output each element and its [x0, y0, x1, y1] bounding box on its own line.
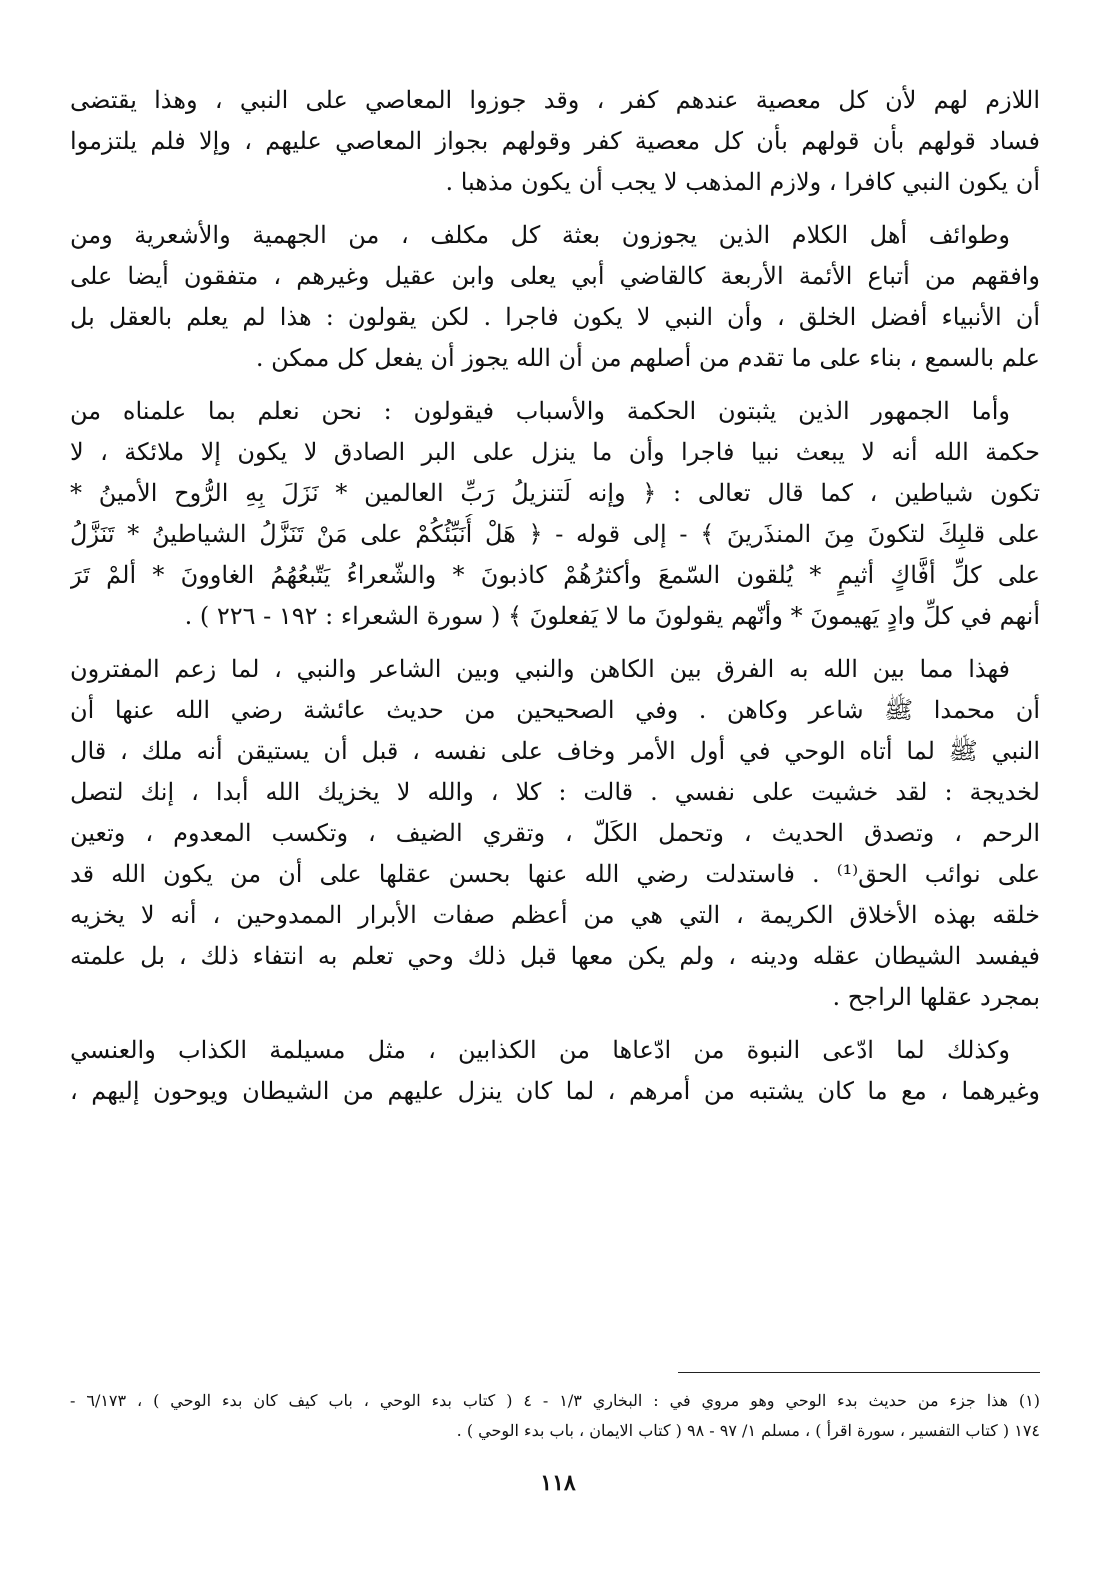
text-line: وأما الجمهور الذين يثبتون الحكمة والأسباب فيقولون : نحن نعلم بما علمناه من	[70, 397, 1010, 425]
text-line: الرحم ، وتصدق الحديث ، وتحمل الكَلّ ، وتقري الضيف ، وتكسب المعدوم ، وتعين	[70, 819, 1040, 847]
text-line: حكمة الله أنه لا يبعث نبيا فاجرا وأن ما ينزل على البر الصادق لا يكون إلا ملائكة ، لا	[70, 438, 1040, 466]
main-text	[70, 80, 1040, 1124]
quran-line: تكون شياطين ، كما قال تعالى : ﴿ وإنه لَتنزيلُ رَبِّ العالمين * نَزَلَ بِهِ الرُّوح الأمينُ *	[70, 479, 1040, 507]
text-line: أن محمدا ﷺ شاعر وكاهن . وفي الصحيحين من حديث عائشة رضي الله عنها أن	[70, 696, 1040, 724]
footnote-line: ١٧٤ ( كتاب التفسير ، سورة اقرأ ) ، مسلم ١/ ٩٧ - ٩٨ ( كتاب الايمان ، باب بدء الوحي ) .	[456, 1421, 1040, 1440]
paragraph-3	[70, 391, 1040, 637]
footnote-divider	[678, 1372, 1040, 1373]
quran-line: على كلِّ أفَّاكٍ أثيمٍ * يُلقون السّمعَ وأكثرُهُمْ كاذبونَ * والشّعراءُ يَتّبعُهُمُ الغاوونَ * ألمْ تَرَ	[70, 561, 1040, 589]
paragraph-4	[70, 649, 1040, 1018]
text-line: فهذا مما بين الله به الفرق بين الكاهن والنبي وبين الشاعر والنبي ، لما زعم المفترون	[70, 655, 1010, 683]
text-line: وغيرهما ، مع ما كان يشتبه من أمرهم ، لما كان ينزل عليهم من الشيطان ويوحون إليهم ،	[70, 1077, 1040, 1105]
paragraph-5	[70, 1030, 1040, 1112]
paragraph-2	[70, 215, 1040, 379]
text-line: وافقهم من أتباع الأئمة الأربعة كالقاضي أبي يعلى وابن عقيل وغيرهم ، متفقون أيضا على	[70, 262, 1040, 290]
text-line: وطوائف أهل الكلام الذين يجوزون بعثة كل مكلف ، من الجهمية والأشعرية ومن	[70, 221, 1010, 249]
page-number: ١١٨	[540, 1470, 576, 1496]
text-line: لخديجة : لقد خشيت على نفسي . قالت : كلا ، والله لا يخزيك الله أبدا ، إنك لتصل	[70, 778, 1040, 806]
text-line: خلقه بهذه الأخلاق الكريمة ، التي هي من أعظم صفات الأبرار الممدوحين ، أنه لا يخزيه	[70, 901, 1040, 929]
text-line: وكذلك لما ادّعى النبوة من ادّعاها من الكذابين ، مثل مسيلمة الكذاب والعنسي	[70, 1036, 1010, 1064]
text-line: علم بالسمع ، بناء على ما تقدم من أصلهم من أن الله يجوز أن يفعل كل ممكن .	[255, 344, 1040, 372]
paragraph-1	[70, 80, 1040, 203]
text-line: أن يكون النبي كافرا ، ولازم المذهب لا يجب أن يكون مذهبا .	[445, 168, 1040, 196]
footnotes	[70, 1386, 1040, 1446]
text-line: فيفسد الشيطان عقله ودينه ، ولم يكن معها قبل ذلك وحي تعلم به انتفاء ذلك ، بل علمته	[70, 942, 1040, 970]
text-line: اللازم لهم لأن كل معصية عندهم كفر ، وقد جوزوا المعاصي على النبي ، وهذا يقتضى	[70, 86, 1040, 114]
text-line: بمجرد عقلها الراجح .	[832, 983, 1040, 1011]
text-line: على نوائب الحق⁽¹⁾ . فاستدلت رضي الله عنها بحسن عقلها على أن من يكون الله قد	[70, 860, 1040, 888]
text-line: النبي ﷺ لما أتاه الوحي في أول الأمر وخاف على نفسه ، قبل أن يستيقن أنه ملك ، قال	[70, 737, 1040, 765]
quran-line: على قلبِكَ لتكونَ مِنَ المنذَرينَ ﴾ - إلى قوله - ﴿ هَلْ أُنَبِّئُكُمْ على مَنْ تَنَزَّلُ الشياطينُ * تَنَزَّلُ	[70, 520, 1040, 548]
footnote-line: (١) هذا جزء من حديث بدء الوحي وهو مروي في : البخاري ١/٣ - ٤ ( كتاب بدء الوحي ، باب كيف كان بدء الوحي ) ، ٦/١٧٣ -	[70, 1391, 1040, 1410]
quran-line: أنهم في كلِّ وادٍ يَهيمونَ * وأنّهم يقولونَ ما لا يَفعلونَ ﴾ ( سورة الشعراء : ١٩٢ - ٢٢٦ ) .	[184, 602, 1040, 630]
text-line: فساد قولهم بأن قولهم بأن كل معصية كفر وقولهم بجواز المعاصي عليهم ، وإلا فلم يلتزموا	[70, 127, 1040, 155]
text-line: أن الأنبياء أفضل الخلق ، وأن النبي لا يكون فاجرا . لكن يقولون : هذا لم يعلم بالعقل بل	[70, 303, 1040, 331]
